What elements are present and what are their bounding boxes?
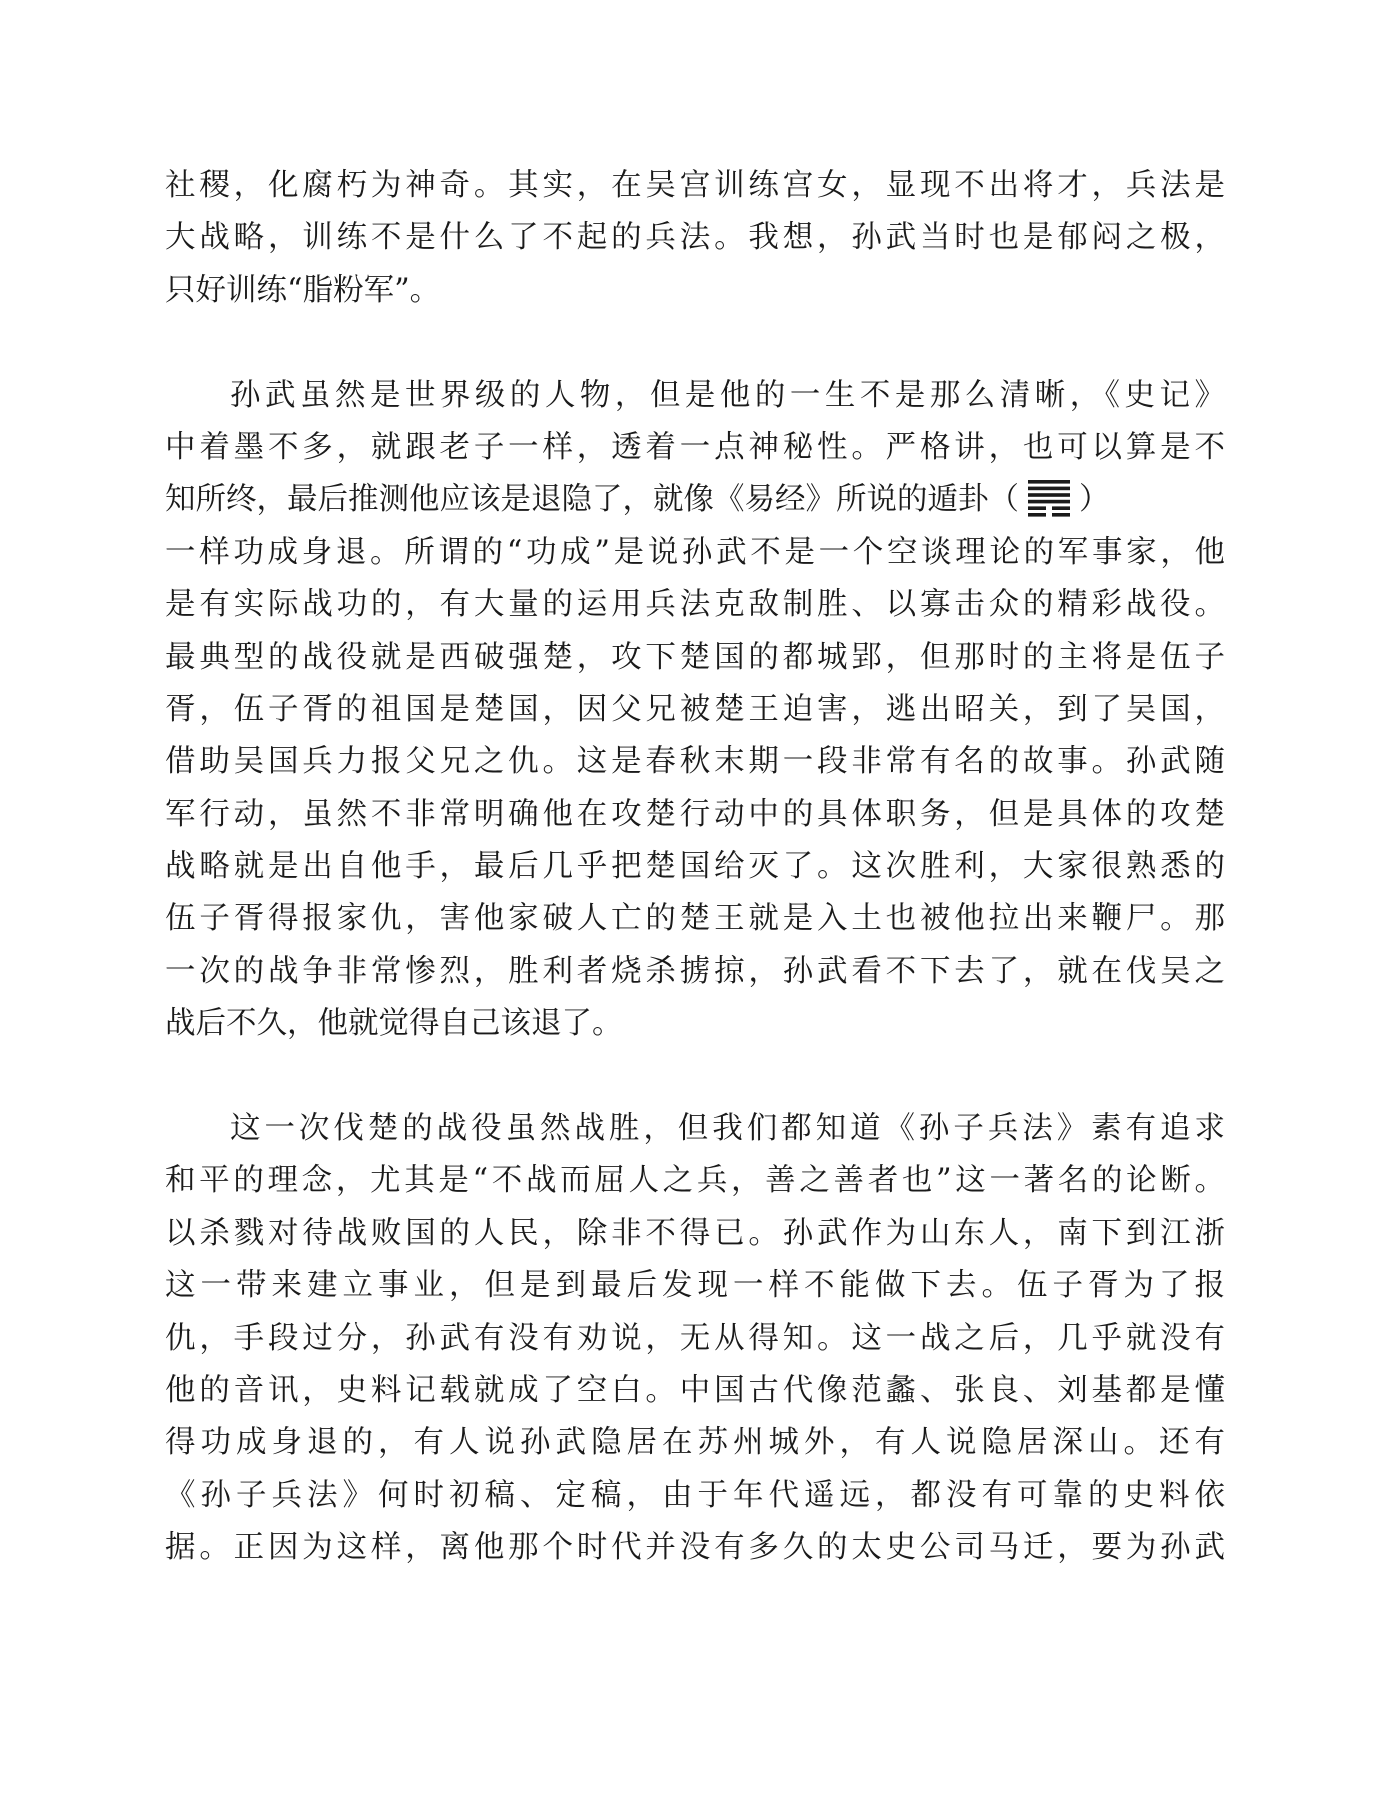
text-line: 这一次伐楚的战役虽然战胜，但我们都知道《孙子兵法》素有追求: [230, 1111, 1225, 1147]
text-line: 据。正因为这样，离他那个时代并没有多久的太史公司马迁，要为孙武: [165, 1530, 1225, 1566]
text-line: 仇，手段过分，孙武有没有劝说，无从得知。这一战之后，几乎就没有: [165, 1320, 1225, 1356]
text-line: 战后不久，他就觉得自己该退了。: [165, 1006, 623, 1042]
text-line: 是有实际战功的，有大量的运用兵法克敌制胜、以寡击众的精彩战役。: [165, 587, 1225, 623]
text-line: 胥，伍子胥的祖国是楚国，因父兄被楚王迫害，逃出昭关，到了吴国，: [165, 691, 1225, 727]
text-line: 社稷，化腐朽为神奇。其实，在吴宫训练宫女，显现不出将才，兵法是: [165, 168, 1225, 203]
text-line: 这一带来建立事业，但是到最后发现一样不能做下去。伍子胥为了报: [165, 1268, 1225, 1304]
text-line: 军行动，虽然不非常明确他在攻楚行动中的具体职务，但是具体的攻楚: [165, 796, 1225, 832]
paragraph-gap: [165, 317, 1225, 369]
text-line: 借助吴国兵力报父兄之仇。这是春秋末期一段非常有名的故事。孙武随: [165, 744, 1225, 780]
text-line: 大战略，训练不是什么了不起的兵法。我想，孙武当时也是郁闷之极，: [165, 220, 1225, 256]
text-line: 和平的理念，尤其是“不战而屈人之兵，善之善者也”这一著名的论断。: [165, 1163, 1225, 1199]
text-line: 中着墨不多，就跟老子一样，透着一点神秘性。严格讲，也可以算是不: [165, 429, 1225, 465]
text-line: 孙武虽然是世界级的人物，但是他的一生不是那么清晰，《史记》: [230, 377, 1225, 413]
dun-hexagram-icon: [1027, 480, 1071, 518]
text-line: 一样功成身退。所谓的“功成”是说孙武不是一个空谈理论的军事家，他: [165, 534, 1225, 570]
text-line: 《孙子兵法》何时初稿、定稿，由于年代遥远，都没有可靠的史料依: [165, 1477, 1225, 1513]
text-line: 最典型的战役就是西破强楚，攻下楚国的都城郢，但那时的主将是伍子: [165, 639, 1225, 675]
paragraph-gap: [165, 1051, 1225, 1103]
text-line: 以杀戮对待战败国的人民，除非不得已。孙武作为山东人，南下到江浙: [165, 1215, 1225, 1251]
text-line: 伍子胥得报家仇，害他家破人亡的楚王就是入土也被他拉出来鞭尸。那: [165, 901, 1225, 937]
text-line: 战略就是出自他手，最后几乎把楚国给灭了。这次胜利，大家很熟悉的: [165, 849, 1225, 885]
text-line: 只好训练“脂粉军”。: [165, 272, 441, 308]
text-line: 他的音讯，史料记载就成了空白。中国古代像范蠡、张良、刘基都是懂: [165, 1372, 1225, 1408]
text-line: 一次的战争非常惨烈，胜利者烧杀掳掠，孙武看不下去了，就在伐吴之: [165, 953, 1225, 989]
text-segment: 知所终，最后推测他应该是退隐了，就像《易经》所说的遁卦（: [165, 482, 1019, 518]
close-paren: ）: [1079, 482, 1110, 518]
body-text: [165, 160, 1225, 1575]
text-line-with-hexagram: [165, 474, 1225, 526]
text-line: 得功成身退的，有人说孙武隐居在苏州城外，有人说隐居深山。还有: [165, 1425, 1225, 1461]
